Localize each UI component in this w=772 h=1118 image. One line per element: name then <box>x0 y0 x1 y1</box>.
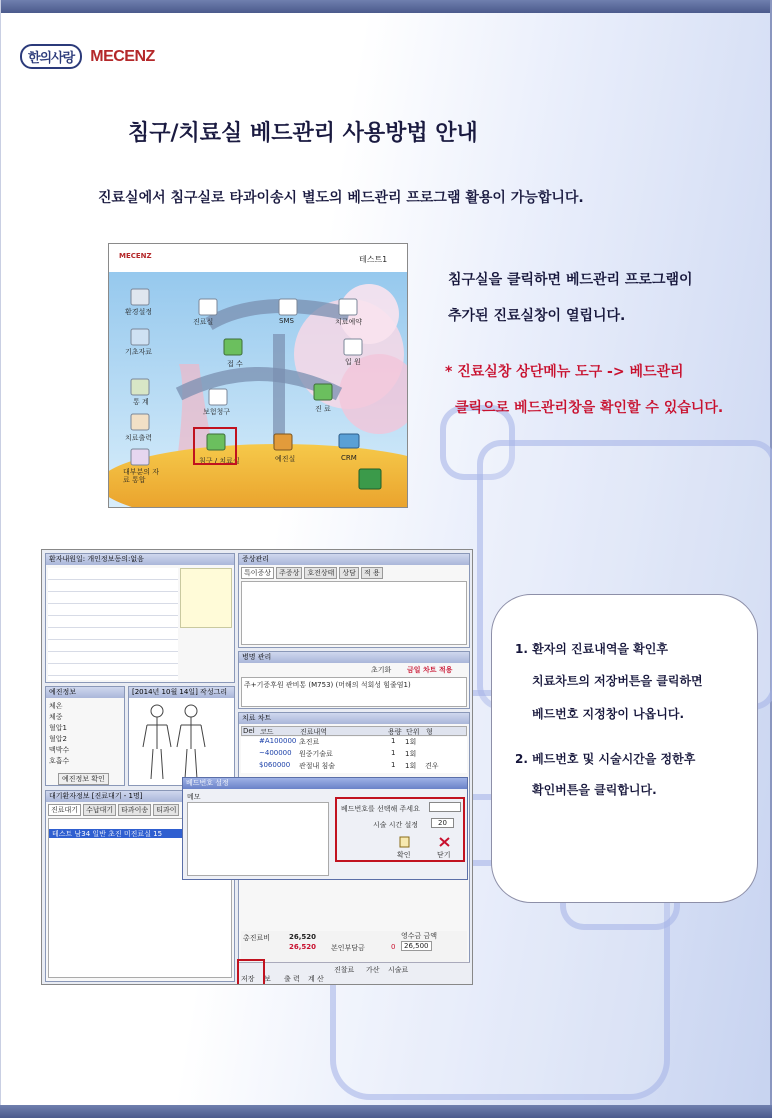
pre-exam-confirm-button[interactable]: 예진정보 확인 <box>58 773 109 785</box>
pre-exam-row: 혈압2 <box>49 735 67 743</box>
received-label: 영수금 금액 <box>401 932 438 940</box>
section1-line2: 추가된 진료실창이 열립니다. <box>448 308 626 324</box>
section1-line3: * 진료실창 상단메뉴 도구 -> 베드관리 <box>445 364 684 380</box>
disease-panel-title: 병명 관리 <box>239 652 469 663</box>
col-qty: 용량 <box>388 728 402 736</box>
shot1-header-right: 테스트1 <box>359 255 388 264</box>
progress-tabs <box>241 567 383 579</box>
patient-panel-title: 환자내원일: 개인정보동의:없음 <box>46 554 234 565</box>
pre-exam-row: 맥박수 <box>49 746 70 754</box>
col-del: Del <box>243 727 255 735</box>
row-code: ~400000 <box>259 749 292 757</box>
progress-panel-title: 증상관리 <box>239 554 469 565</box>
step1-line1: 1. 환자의 진료내역을 확인후 <box>515 642 668 656</box>
section1-line1: 침구실을 클릭하면 베드관리 프로그램이 <box>448 272 693 288</box>
shot1-logo: MECENZ <box>119 252 152 260</box>
acupuncture-room-highlight <box>193 427 237 465</box>
exam-fee-label: 진찰료 <box>334 966 355 974</box>
clinic-window-screenshot <box>41 549 473 985</box>
menu-item-insurance[interactable]: 보험청구 <box>203 408 231 416</box>
row-code: #A100000 <box>259 737 297 745</box>
progress-editor[interactable] <box>241 581 467 645</box>
surcharge-label: 가산 <box>366 966 380 974</box>
menu-item-sms[interactable]: SMS <box>279 317 294 325</box>
close-button[interactable]: 닫기 <box>437 851 451 859</box>
menu-item-pre-exam[interactable]: 예진실 <box>275 455 296 463</box>
bed-setting-highlight <box>335 797 465 862</box>
print-button[interactable]: 출 력 <box>284 975 300 983</box>
menu-item-data-integration[interactable]: 대부분의 자료 통합 <box>123 468 160 484</box>
treatment-chart-title: 치료 차트 <box>239 713 469 724</box>
pre-exam-row: 호흡수 <box>49 757 70 765</box>
body-chart-panel <box>128 686 235 786</box>
reset-button[interactable]: 초기화 <box>371 666 392 674</box>
top-band <box>0 0 772 13</box>
col-unit: 단위 <box>406 728 420 736</box>
dialog-title: 베드번호 설정 <box>183 778 467 789</box>
disease-list <box>241 677 467 707</box>
memo-label: 메모 <box>187 793 201 801</box>
chart-rows <box>241 737 467 773</box>
table-row[interactable] <box>241 749 467 760</box>
left-edge <box>0 0 1 1118</box>
patient-photo <box>180 568 232 628</box>
step2-line1: 2. 베드번호 및 시술시간을 정한후 <box>515 752 696 766</box>
tab-main[interactable]: 주증상 <box>276 567 302 579</box>
time-label: 시술 시간 설정 <box>373 821 419 829</box>
tab-special[interactable]: 특이증상 <box>241 567 274 579</box>
row-code: $060000 <box>259 761 291 769</box>
pre-exam-row: 체온 <box>49 702 63 710</box>
row-name: 원중기술료 <box>299 750 333 758</box>
menu-item-acupuncture-room[interactable]: 침구 / 치료실 <box>199 457 240 465</box>
logo <box>20 44 155 69</box>
tab-consult[interactable]: 상담 <box>339 567 359 579</box>
row-qty: 1 <box>391 737 396 745</box>
section1-line4: 클릭으로 베드관리창을 확인할 수 있습니다. <box>455 400 724 416</box>
menu-item-reservation[interactable]: 치료예약 <box>335 318 363 326</box>
logo-korean: 한의사랑 <box>20 44 82 69</box>
save-button-highlight <box>237 959 265 985</box>
step2-line2: 확인버튼을 클릭합니다. <box>532 783 657 797</box>
col-type: 형 <box>426 728 433 736</box>
row-qty: 1 <box>391 761 396 769</box>
received-value[interactable]: 26,500 <box>401 941 432 951</box>
pre-exam-row: 체중 <box>49 713 63 721</box>
menu-item-print[interactable]: 치료출력 <box>125 434 153 442</box>
disease-row[interactable]: 주+기증후원 관비통 (M753) (머해의 석회성 힘줄염1) <box>244 681 411 689</box>
row-unit: 1회 <box>405 762 417 770</box>
calc-button[interactable]: 계 산 <box>308 975 324 983</box>
menu-item-base-data[interactable]: 기초자료 <box>125 348 153 356</box>
copay-label: 본인부담금 <box>331 944 365 952</box>
procedure-fee-label: 시술료 <box>388 966 409 974</box>
claim-value: 0 <box>391 943 396 951</box>
tab-waiting[interactable]: 진료대기 <box>48 804 81 816</box>
col-name: 진료내역 <box>300 728 328 736</box>
logo-english: MECENZ <box>90 47 155 65</box>
tab-improvement[interactable]: 호전상태 <box>304 567 337 579</box>
total-label: 총진료비 <box>243 934 271 942</box>
menu-item-treatment[interactable]: 진 료 <box>315 405 331 413</box>
row-qty: 1 <box>391 749 396 757</box>
progress-panel <box>238 553 470 648</box>
waiting-tabs <box>48 804 179 816</box>
copay-value: 26,520 <box>289 943 317 951</box>
body-figure-icon <box>129 699 234 785</box>
save-button[interactable]: 저장 <box>241 975 255 983</box>
menu-item-clinic[interactable]: 진료실 <box>193 318 214 326</box>
patient-panel <box>45 553 235 683</box>
pre-exam-panel <box>45 686 125 786</box>
menu-item-stats[interactable]: 통 계 <box>133 398 149 406</box>
tab-payment[interactable]: 수납대기 <box>83 804 116 816</box>
menu-item-inpatient[interactable]: 입 원 <box>345 358 361 366</box>
time-input[interactable]: 20 <box>431 818 454 828</box>
tab-other[interactable]: 티과이 <box>153 804 179 816</box>
disease-panel <box>238 651 470 709</box>
pre-exam-row: 혈압1 <box>49 724 67 732</box>
menu-item-settings[interactable]: 환경설정 <box>125 308 153 316</box>
bed-select-label: 베드번호를 선택해 주세요 <box>341 805 420 813</box>
col-code: 코드 <box>260 728 274 736</box>
menu-item-crm[interactable]: CRM <box>341 454 357 462</box>
row-unit: 1회 <box>405 750 417 758</box>
apply-today-chart-button[interactable]: 금일 차트 적용 <box>407 666 453 674</box>
confirm-button[interactable]: 확인 <box>397 851 411 859</box>
total-value: 26,520 <box>289 933 317 941</box>
chart-header <box>241 726 467 736</box>
main-menu-screenshot <box>108 243 408 508</box>
memo-field[interactable] <box>187 802 329 876</box>
row-type: 견우 <box>425 762 439 770</box>
tab-apply[interactable]: 적 용 <box>361 567 383 579</box>
bottom-band <box>0 1105 772 1118</box>
step1-line3: 베드번호 지정창이 나옵니다. <box>532 707 685 721</box>
waiting-row-text: 테스트 남34 일반 초진 미진료실 15 <box>52 830 163 838</box>
page-title: 침구/치료실 베드관리 사용방법 안내 <box>128 121 478 146</box>
row-name: 초진료 <box>299 738 320 746</box>
patient-fields <box>48 568 178 680</box>
table-row[interactable] <box>241 761 467 772</box>
pre-exam-panel-title: 예진정보 <box>46 687 124 698</box>
chart-toolbar <box>238 962 470 984</box>
step1-line2: 치료차트의 저장버튼을 클릭하면 <box>532 674 703 688</box>
page-subtitle: 진료실에서 침구실로 타과이송시 별도의 베드관리 프로그램 활용이 가능합니다. <box>98 190 584 206</box>
waiting-panel-title: 대기환자정보 [진료대기 - 1명] <box>46 791 234 802</box>
body-chart-title: [2014년 10월 14일] 작성그리 <box>129 687 234 698</box>
row-unit: 1회 <box>405 738 417 746</box>
tab-transfer[interactable]: 타과이송 <box>118 804 151 816</box>
row-name: 관절내 침술 <box>299 762 336 770</box>
toolbar-button[interactable]: 보 <box>264 975 271 983</box>
menu-item-reception[interactable]: 접 수 <box>227 360 243 368</box>
table-row[interactable] <box>241 737 467 748</box>
